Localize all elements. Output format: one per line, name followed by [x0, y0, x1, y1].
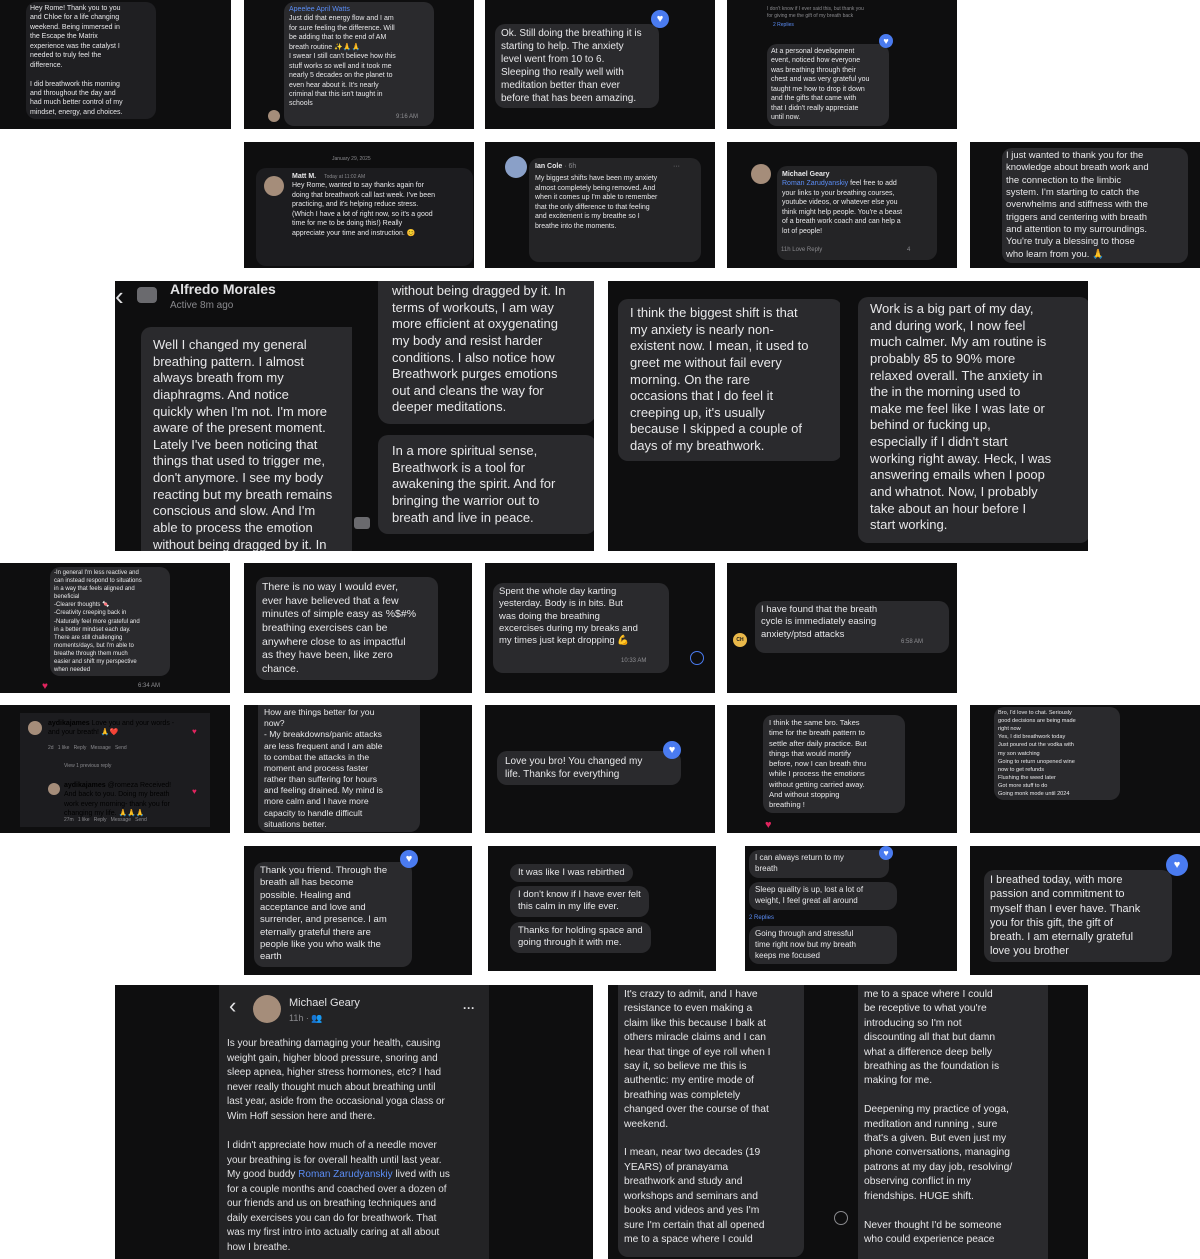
testimonial-tile-6 — [485, 142, 715, 268]
avatar — [28, 721, 42, 735]
testimonial-tile-3 — [485, 0, 715, 129]
message-bubble: me to a space where I could be receptive to what you're introducing so I'm not discounting all that but damn what a difference deep belly breathing as the foundation is making for me. Deepening my practice of yoga, meditation and running , sure that's a given. But even just my phone conversations, managing patrons at my day job, resolving/ observing conflict in my friendships. HUGE shift. Never thought I'd be someone who could experience peace — [858, 985, 1048, 1259]
mention-link[interactable]: Roman Zarudyanskiy — [298, 1169, 393, 1180]
timestamp: 6:58 AM — [901, 639, 924, 645]
testimonial-tile-9 — [115, 281, 372, 551]
message-bubble — [755, 601, 949, 653]
active-status: Active 8m ago — [170, 300, 234, 311]
avatar: CH — [733, 633, 747, 647]
avatar — [48, 783, 60, 795]
message-bubble — [256, 168, 473, 266]
message-bubble: I think the same bro. Takes time for the breath pattern to settle after daily practice. But things that would mortify before, now I can breath thru while I process the emotions without getting carried away. And without stopping breathing ! — [763, 715, 905, 813]
message-bubble: Bro, I'd love to chat. Seriously good decisions are being made right now Yes, I did breathwork today Just poured out the vodka with my son watching Going to return unopened wine now to get refunds Flushing the weed later Got more stuff to do Going monk mode until 2024 — [994, 707, 1120, 800]
testimonial-tile-22 — [244, 846, 472, 975]
scroll-down-icon[interactable] — [690, 651, 704, 665]
avatar — [751, 164, 771, 184]
message-text: Hey Rome, wanted to say thanks again for doing that breathwork call last week. I've been practicing, and it's helping reduce stress. (Which I have a lot of right now, so it's a good time for me to be doing this!) Really appreciate your time and instruction. 😊 — [292, 182, 435, 237]
testimonial-tile-26 — [115, 985, 593, 1259]
message-bubble: I don't know if I have ever felt this calm in my life ever. — [510, 886, 649, 917]
more-options-icon[interactable]: ··· — [463, 1001, 475, 1015]
testimonial-tile-18 — [244, 705, 472, 833]
avatar — [354, 517, 370, 529]
commenter-name: Ian Cole — [535, 163, 563, 170]
testimonial-tile-25 — [970, 846, 1200, 975]
message-text: Just did that energy flow and I am for sure feeling the difference. Will be adding that to the end of AM breath routine ✨🙏🙏 I swear I still can't believe how this stuff works so well and it took me nearly 5 decades on the planet to even hear about it. It's nearly criminal that this isn't taught in schools — [289, 15, 396, 108]
message-bubble: In a more spiritual sense, Breathwork is a tool for awakening the spirit. And for bringing the warrior out to breath and live in peace. — [378, 435, 594, 534]
like-heart-icon[interactable]: ♥ — [192, 727, 197, 736]
testimonial-tile-14 — [244, 563, 472, 693]
testimonial-tile-13 — [0, 563, 230, 693]
message-bubble: It was like I was rebirthed — [510, 864, 633, 882]
message-bubble: How are things better for you now? - My breakdowns/panic attacks are less frequent and I am able to combat the attacks in the moment and process faster rather than suffering for hours and feeling drained. My mind is more calm and I have more capacity to handle difficult situations better. — [258, 705, 420, 832]
message-bubble: Sleep quality is up, lost a lot of weight, I feel great all around — [749, 882, 897, 910]
message-bubble: I think the biggest shift is that my anxiety is nearly non- existent now. I mean, it used to greet me without fail every morning. On the rare occasions that I do feel it creeping up, it's usually because I skipped a couple of days of my breathwork. — [618, 299, 840, 461]
testimonial-tile-16 — [727, 563, 957, 693]
testimonial-tile-15 — [485, 563, 715, 693]
post-meta: 11h · 👥 — [289, 1013, 323, 1023]
heart-reaction-icon: ♥ — [42, 681, 48, 692]
message-bubble: -In general I'm less reactive and can instead respond to situations in a way that feels aligned and beneficial -Clearer thoughts 🍬 -Creativity creeping back in -Naturally feel more grateful and in a better mindset each day. There are still challenging moments/days, but I'm able to breathe through them much easier and shift my perspective when needed — [50, 567, 170, 676]
testimonial-tile-23 — [488, 846, 716, 971]
replies-link[interactable]: 2 Replies — [749, 915, 775, 921]
avatar — [505, 156, 527, 178]
facebook-post — [219, 985, 489, 1259]
message-text: Spent the whole day karting yesterday. Body is in bits. But was doing the breathing excercises during my breaks and my times just kept dropping 💪 — [499, 586, 638, 647]
commenter-name: aydikajames — [48, 720, 90, 727]
message-bubble: without being dragged by it. In terms of workouts, I am way more efficient at oxygenating my body and resist harder conditions. I also notice how Breathwork purges emotions out and cleans the way for deeper meditations. — [378, 281, 594, 424]
post-paragraph: Is your breathing damaging your health, causing weight gain, higher blood pressure, snoring and sleep apnea, higher stress hormones, etc? I had never really thought much about breathing until last year, aside from the occasional yoga class or Wim Hoff session here and there. — [227, 1038, 445, 1122]
message-bubble: I just wanted to thank you for the knowledge about breath work and the connection to the limbic system. I'm starting to catch the overwhelms and stiffness with the triggers and centering with breath and attention to my surroundings. You're truly a blessing to those who learn from you. 🙏 — [1002, 148, 1188, 263]
testimonial-tile-11 — [608, 281, 840, 551]
message-bubble: I can always return to my breath — [749, 850, 889, 878]
testimonial-tile-2 — [244, 0, 474, 129]
reply-meta[interactable]: 27m 1 like Reply Message Send — [64, 817, 147, 823]
heart-reaction-icon: ♥ — [400, 850, 418, 868]
timestamp: 10:33 AM — [621, 658, 647, 664]
message-bubble: Thanks for holding space and going through it with me. — [510, 922, 651, 953]
mention-link[interactable]: Roman Zarudyanskiy — [782, 180, 849, 188]
message-bubble: There is no way I would ever, ever have believed that a few minutes of simple easy as %$#% breathing exercises can be anywhere close to as impactful as they have been, like zero chance. — [256, 577, 438, 680]
message-bubble: At a personal development event, noticed how everyone was breathing through their chest and was very grateful you taught me how to drop it down and the gifts that came with that I didn't really appreciate until now. — [767, 44, 889, 126]
replies-link[interactable]: 2 Replies — [773, 22, 794, 28]
comment-bubble — [529, 158, 701, 262]
avatar — [253, 995, 281, 1023]
reply: aydikajames @romeza Received! And back to you. Doing my breath work every morning- thank you for changing my life. 🙏🙏🙏 — [64, 782, 172, 818]
timestamp: 6:34 AM — [138, 683, 161, 689]
testimonial-tile-10 — [352, 281, 594, 551]
comment-meta[interactable]: 11h Love Reply — [781, 247, 823, 253]
heart-reaction-icon: ♥ — [651, 10, 669, 28]
mention-link[interactable]: @romeza Received! — [107, 782, 172, 789]
quoted-message: I don't know if I ever said this, but thank you for giving me the gift of my breath back — [767, 6, 864, 19]
heart-reaction-icon: ♥ — [765, 819, 772, 831]
testimonial-tile-4 — [727, 0, 957, 129]
message-bubble: Love you bro! You changed my life. Thanks for everything — [497, 751, 681, 785]
back-icon[interactable]: ‹ — [229, 993, 237, 1018]
heart-reaction-icon: ♥ — [1166, 854, 1188, 876]
message-bubble: Going through and stressful time right now but my breath keeps me focused — [749, 926, 897, 964]
testimonial-tile-12 — [840, 281, 1088, 551]
testimonial-tile-27 — [608, 985, 1088, 1259]
timestamp: · 6h — [564, 163, 577, 170]
date-header: January 29, 2025 — [332, 156, 371, 162]
testimonial-tile-7 — [727, 142, 957, 268]
post-paragraph: I didn't appreciate how much of a needle mover your breathing is for overall health until last year. My good buddy Roman Zarudyanskiy lived with us for a couple months and coached over a dozen of our friends and us on breathing techniques and daily exercises you can do for breathwork. That was my first intro into actually caring at all about how I breathe. — [227, 1140, 450, 1253]
testimonial-tile-19 — [485, 705, 715, 833]
avatar — [268, 110, 280, 122]
message-bubble: Work is a big part of my day, and during work, I now feel much calmer. My am routine is probably 85 to 90% more relaxed overall. The anxiety in the in the morning used to make me feel like I was late or behind or fucking up, especially if I didn't start working right away. Heck, I was answering emails when I poop and whatnot. Now, I probably take about an hour before I start working. — [858, 297, 1088, 543]
heart-reaction-icon: ♥ — [879, 34, 893, 48]
message-bubble: Ok. Still doing the breathing it is starting to help. The anxiety level went from 10 to 6. Sleeping tho really well with meditation better than ever before that has been amazing. — [495, 24, 659, 108]
message-bubble: I breathed today, with more passion and commitment to myself than I ever have. Thank you for this gift, the gift of breath. I am eternally grateful love you brother — [984, 870, 1172, 962]
commenter-name: Michael Geary — [782, 171, 830, 178]
message-text: I have found that the breath cycle is immediately easing anxiety/ptsd attacks — [761, 604, 878, 640]
testimonial-tile-24 — [745, 846, 957, 971]
more-options-icon[interactable]: ··· — [673, 163, 680, 170]
reaction-count: 4 — [907, 247, 911, 253]
comments-panel — [20, 713, 210, 827]
message-bubble: It's crazy to admit, and I have resistance to even making a claim like this because I balk at others miracle claims and I can hear that tinge of eye roll when I say it, so believe me this is authentic: my entire mode of breathing was completely changed over the course of that weekend. I mean, near two decades (19 YEARS) of pranayama breathwork and study and workshops and seminars and books and videos and yes I'm sure I'm certain that all opened me to a space where I could — [618, 985, 804, 1257]
comment-meta[interactable]: 2d 1 like Reply Message Send — [48, 745, 127, 751]
testimonial-tile-1 — [0, 0, 231, 129]
timestamp: Today at 11:02 AM — [324, 174, 366, 180]
message-bubble — [284, 2, 434, 126]
message-bubble: Thank you friend. Through the breath all has become possible. Healing and acceptance and love and surrender, and presence. I am eternally grateful there are people like you who walk the earth — [254, 862, 412, 967]
sender-line — [262, 172, 467, 181]
testimonial-tile-20 — [727, 705, 957, 833]
sender-name: Matt M. — [292, 173, 317, 180]
heart-reaction-icon: ♥ — [663, 741, 681, 759]
comment-text: My biggest shifts have been my anxiety almost completely being removed. And when it comes up I'm able to remember that the only difference to that feeling and excitement is my breathe so I breathe into the moments. — [535, 175, 658, 230]
comment-text: Roman Zarudyanskiy feel free to add your links to your breathing courses, youtube videos, or whatever else you think might help people. You're a beast of a breath work coach and can help a lot of people! — [782, 180, 903, 235]
avatar — [137, 287, 157, 303]
heart-reaction-icon: ♥ — [879, 846, 893, 860]
avatar — [264, 176, 284, 196]
scroll-down-icon[interactable] — [834, 1211, 848, 1225]
testimonial-tile-5 — [244, 142, 474, 268]
testimonial-tile-21 — [970, 705, 1200, 833]
testimonial-tile-8 — [970, 142, 1200, 268]
view-previous-replies[interactable]: View 1 previous reply — [64, 763, 112, 769]
message-bubble: Hey Rome! Thank you to you and Chloe for a life changing weekend. Being immersed in the Escape the Matrix experience was the catalyst I needed to truly feel the difference. I did breathwork this morning and throughout the day and had much better control of my mindset, energy, and choices. — [26, 2, 156, 119]
comment: aydikajames Love you and your words - and your breath! 🙏❤️ — [48, 720, 175, 737]
poster-name[interactable]: Michael Geary — [289, 997, 360, 1009]
sender-name: Apeelee April Watts — [289, 6, 350, 13]
back-icon[interactable]: ‹ — [115, 281, 124, 311]
testimonial-tile-17 — [0, 705, 230, 833]
contact-name[interactable]: Alfredo Morales — [170, 281, 276, 297]
like-heart-icon[interactable]: ♥ — [192, 787, 197, 796]
message-bubble: Well I changed my general breathing pattern. I almost always breath from my diaphragms. And notice quickly when I'm not. I'm more aware of the present moment. Lately I've been noticing that things that used to trigger me, don't anymore. I see my body reacting but my breath remains conscious and slow. And I'm able to process the emotion without being dragged by it. In — [141, 327, 365, 551]
timestamp: 9:16 AM — [396, 114, 419, 120]
